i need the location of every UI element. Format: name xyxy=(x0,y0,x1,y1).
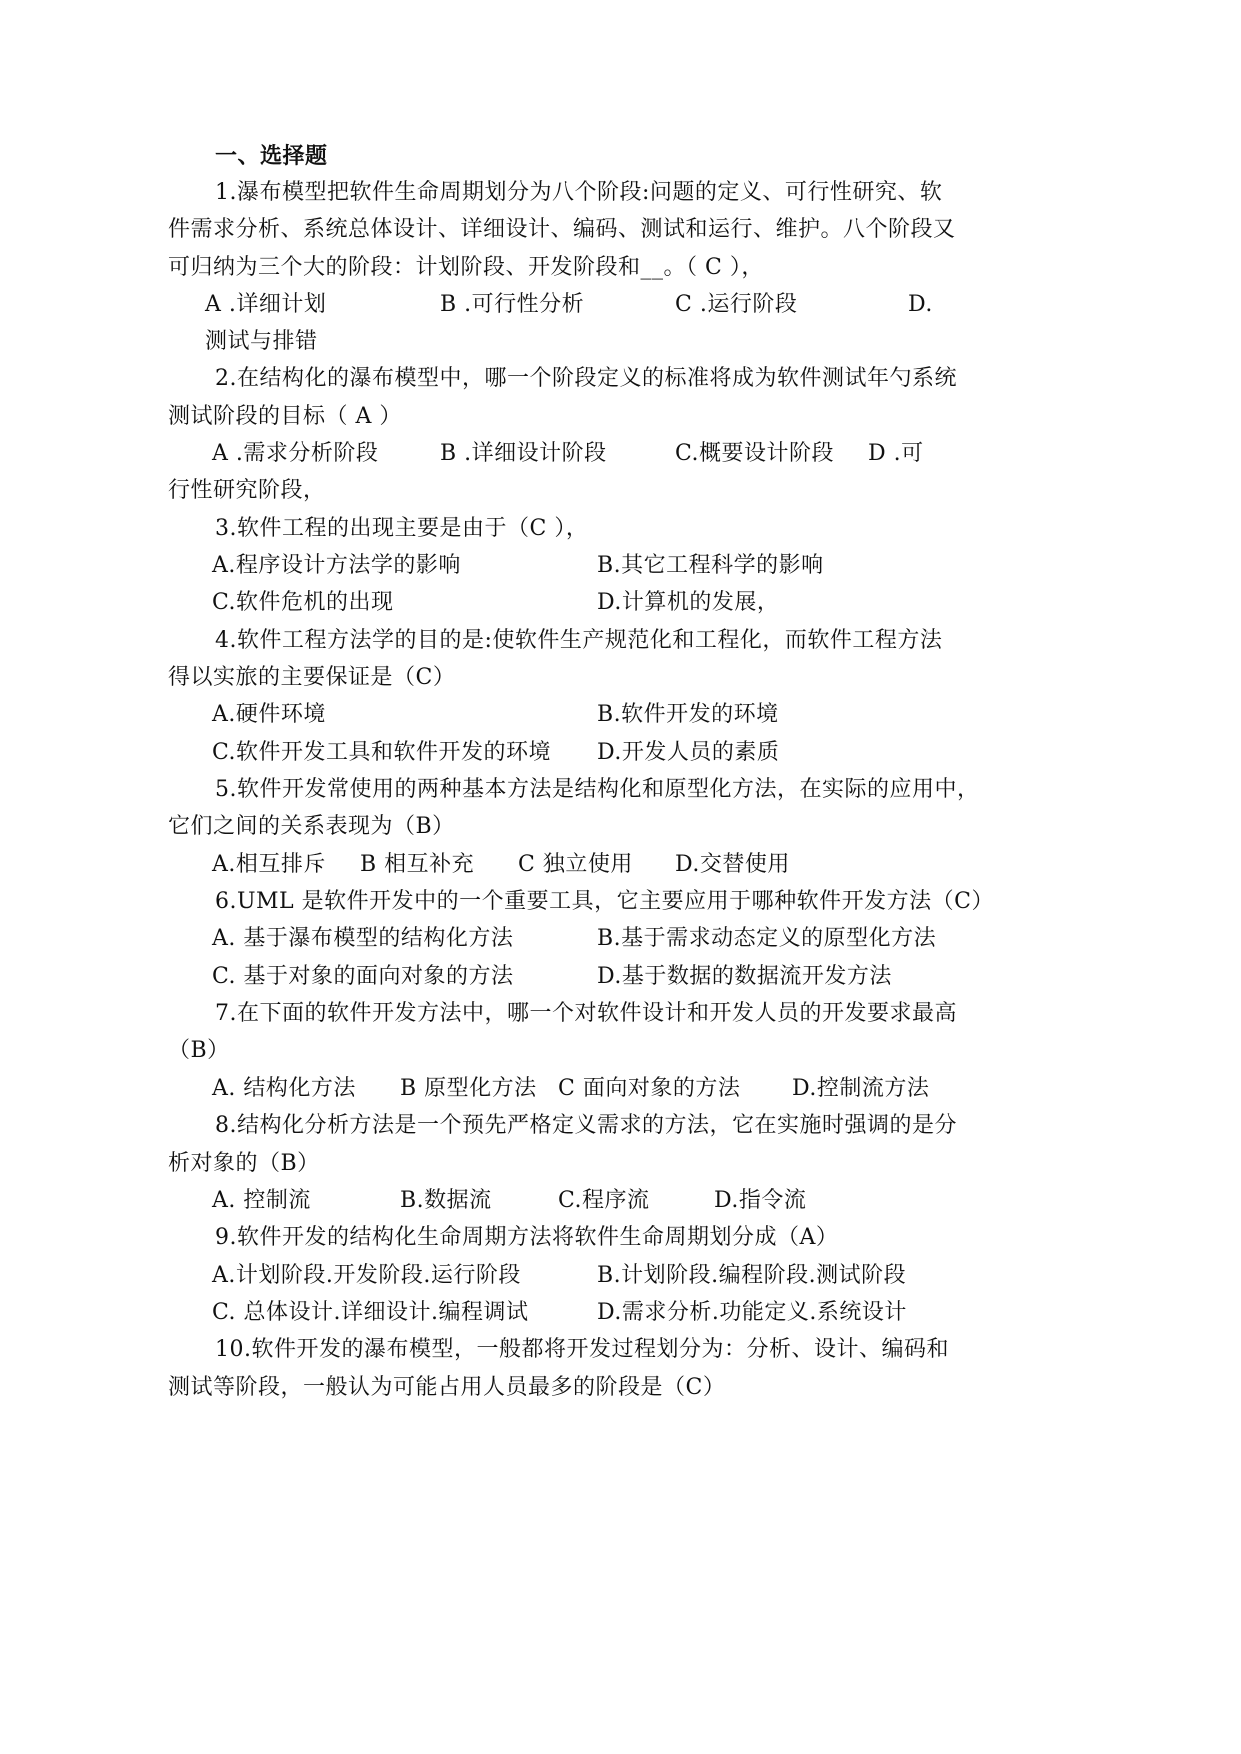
question-7-option-a: A. 结构化方法 xyxy=(212,1076,356,1101)
question-4-option-b: B.软件开发的环境 xyxy=(597,702,779,727)
question-5-option-a: A.相互排斥 xyxy=(212,852,326,877)
question-9-line-1: 9.软件开发的结构化生命周期方法将软件生命周期划分成（A） xyxy=(215,1225,839,1250)
question-8-option-d: D.指令流 xyxy=(714,1188,807,1213)
question-1-option-a: A .详细计划 xyxy=(205,292,327,317)
question-8-line-1: 8.结构化分析方法是一个预先严格定义需求的方法，它在实施时强调的是分 xyxy=(215,1113,957,1138)
question-1-option-b: B .可行性分析 xyxy=(440,292,585,317)
question-8-option-c: C.程序流 xyxy=(558,1188,650,1213)
question-2-option-d: D .可 xyxy=(868,441,924,466)
question-4-option-a: A.硬件环境 xyxy=(212,702,326,727)
question-10-line-2: 测试等阶段，一般认为可能占用人员最多的阶段是（C） xyxy=(168,1375,726,1400)
question-9-option-b: B.计划阶段.编程阶段.测试阶段 xyxy=(597,1263,907,1288)
question-7-option-b: B 原型化方法 xyxy=(400,1076,537,1101)
question-4-line-2: 得以实旅的主要保证是（C） xyxy=(168,665,456,690)
question-2-option-b: B .详细设计阶段 xyxy=(440,441,607,466)
question-9-option-d: D.需求分析.功能定义.系统设计 xyxy=(597,1300,907,1325)
question-4-option-c: C.软件开发工具和软件开发的环境 xyxy=(212,740,552,765)
question-2-line-1: 2.在结构化的瀑布模型中，哪一个阶段定义的标准将成为软件测试年勺系统 xyxy=(215,366,957,391)
question-1-option-d-continued: 测试与排错 xyxy=(205,329,318,354)
question-3-option-a: A.程序设计方法学的影响 xyxy=(212,553,461,578)
question-4-line-1: 4.软件工程方法学的目的是:使软件生产规范化和工程化，而软件工程方法 xyxy=(215,628,943,653)
question-5-option-b: B 相互补充 xyxy=(360,852,475,877)
question-5-option-d: D.交替使用 xyxy=(675,852,790,877)
question-6-option-c: C. 基于对象的面向对象的方法 xyxy=(212,964,514,989)
question-3-line-1: 3.软件工程的出现主要是由于（C ）， xyxy=(215,516,589,541)
question-3-option-c: C.软件危机的出现 xyxy=(212,590,394,615)
question-1-line-3: 可归纳为三个大的阶段：计划阶段、开发阶段和__。（ C ）， xyxy=(168,255,764,280)
question-8-option-a: A. 控制流 xyxy=(212,1188,311,1213)
question-2-option-c: C.概要设计阶段 xyxy=(675,441,835,466)
question-2-option-d-continued: 行性研究阶段， xyxy=(168,478,326,503)
question-9-option-c: C. 总体设计.详细设计.编程调试 xyxy=(212,1300,529,1325)
question-7-line-1: 7.在下面的软件开发方法中，哪一个对软件设计和开发人员的开发要求最高 xyxy=(215,1001,957,1026)
question-5-line-2: 它们之间的关系表现为（B） xyxy=(168,814,455,839)
question-6-line-1: 6.UML 是软件开发中的一个重要工具，它主要应用于哪种软件开发方法（C） xyxy=(215,889,994,914)
question-9-option-a: A.计划阶段.开发阶段.运行阶段 xyxy=(212,1263,521,1288)
section-title: 一、选择题 xyxy=(215,144,328,169)
question-6-option-b: B.基于需求动态定义的原型化方法 xyxy=(597,926,937,951)
question-1-option-d: D. xyxy=(908,292,933,317)
question-5-option-c: C 独立使用 xyxy=(518,852,633,877)
question-7-option-d: D.控制流方法 xyxy=(792,1076,930,1101)
question-8-option-b: B.数据流 xyxy=(400,1188,492,1213)
question-2-line-2: 测试阶段的目标（ A ） xyxy=(168,404,402,429)
question-4-option-d: D.开发人员的素质 xyxy=(597,740,780,765)
question-3-option-d: D.计算机的发展， xyxy=(597,590,780,615)
question-1-line-1: 1.瀑布模型把软件生命周期划分为八个阶段:问题的定义、可行性研究、软 xyxy=(215,180,943,205)
question-6-option-d: D.基于数据的数据流开发方法 xyxy=(597,964,892,989)
question-7-option-c: C 面向对象的方法 xyxy=(558,1076,741,1101)
question-8-line-2: 析对象的（B） xyxy=(168,1151,320,1176)
question-2-option-a: A .需求分析阶段 xyxy=(212,441,379,466)
question-10-line-1: 10.软件开发的瀑布模型，一般都将开发过程划分为：分析、设计、编码和 xyxy=(215,1337,949,1362)
question-5-line-1: 5.软件开发常使用的两种基本方法是结构化和原型化方法，在实际的应用中， xyxy=(215,777,980,802)
question-7-line-2: （B） xyxy=(168,1038,230,1063)
question-1-option-c: C .运行阶段 xyxy=(675,292,798,317)
question-1-line-2: 件需求分析、系统总体设计、详细设计、编码、测试和运行、维护。八个阶段又 xyxy=(168,217,956,242)
question-3-option-b: B.其它工程科学的影响 xyxy=(597,553,824,578)
question-6-option-a: A. 基于瀑布模型的结构化方法 xyxy=(212,926,514,951)
